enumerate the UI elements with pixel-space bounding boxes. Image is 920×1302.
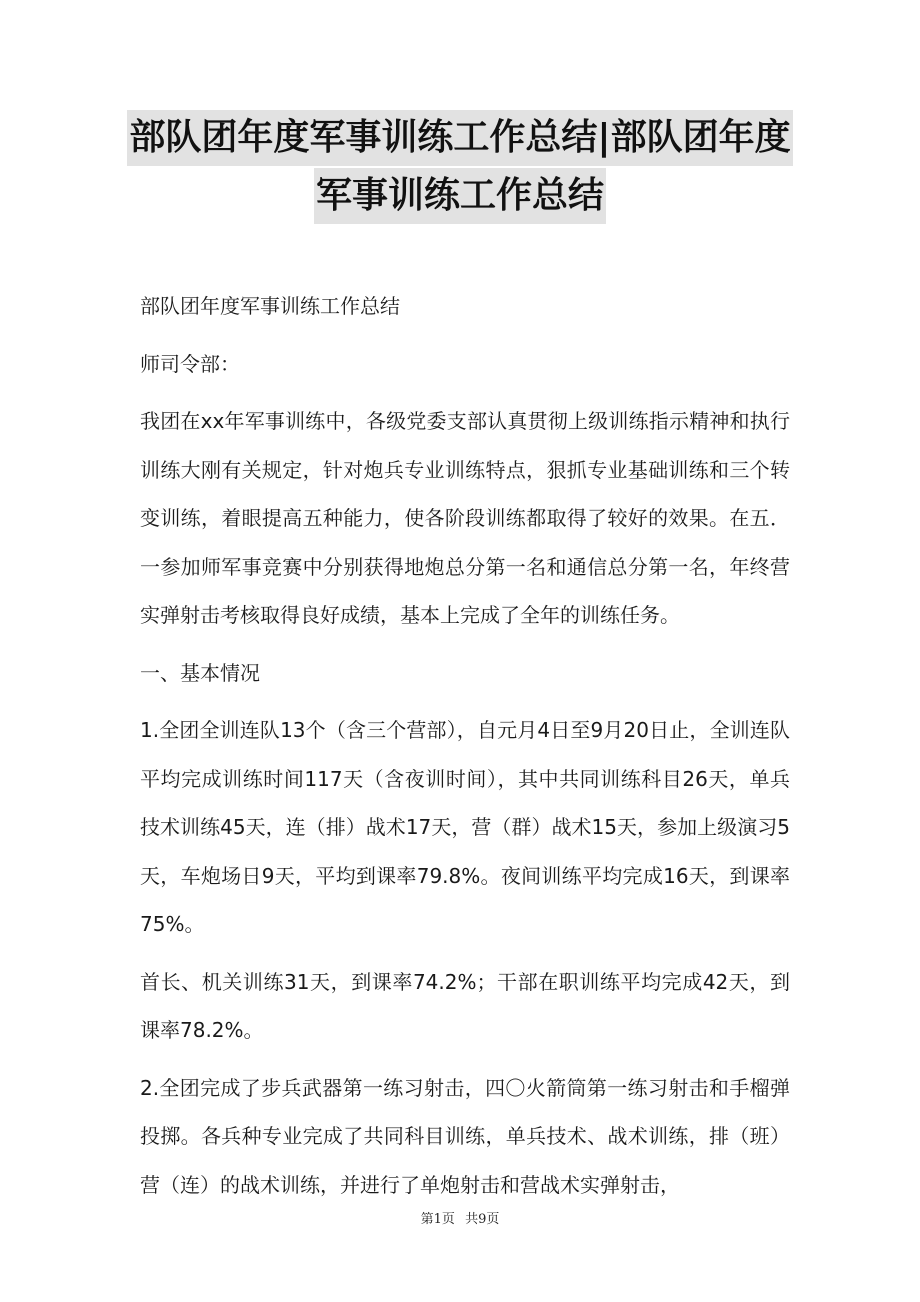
document-body	[140, 282, 790, 1218]
intro-paragraph: 我团在xx年军事训练中，各级党委支部认真贯彻上级训练指示精神和执行训练大刚有关规定，针对炮兵专业训练特点，狠抓专业基础训练和三个转变训练，着眼提高五种能力，使各阶段训练都取得了较好的效果。在五．一参加师军事竞赛中分别获得地炮总分第一名和通信总分第一名，年终营实弹射击考核取得良好成绩，基本上完成了全年的训练任务。	[140, 409, 790, 627]
salutation-paragraph: 师司令部：	[140, 351, 240, 376]
page-total: 共9页	[465, 1212, 500, 1227]
title-line-1: 部队团年度军事训练工作总结|部队团年度	[127, 110, 792, 166]
item-2-paragraph: 2.全团完成了步兵武器第一练习射击，四〇火箭筒第一练习射击和手榴弹投掷。各兵种专业完成了共同科目训练，单兵技术、战术训练，排（班）营（连）的战术训练，并进行了单炮射击和营战术实弹射击，	[140, 1075, 790, 1197]
item-1-paragraph: 1.全团全训连队13个（含三个营部），自元月4日至9月20日止，全训连队平均完成训练时间117天（含夜训时间），其中共同训练科目26天，单兵技术训练45天，连（排）战术17天，营（群）战术15天，参加上级演习5天，车炮场日9天，平均到课率79.8%。夜间训练平均完成16天，到课率75%。	[140, 718, 790, 936]
subtitle-paragraph: 部队团年度军事训练工作总结	[140, 294, 400, 318]
page-footer	[0, 1208, 920, 1227]
title-line-2: 军事训练工作总结	[314, 168, 606, 224]
page-number: 第1页	[420, 1212, 455, 1227]
leaders-training-paragraph: 首长、机关训练31天，到课率74.2%；干部在职训练平均完成42天，到课率78.2%。	[140, 969, 790, 1042]
section-heading: 一、基本情况	[140, 660, 260, 685]
document-title	[0, 110, 920, 224]
